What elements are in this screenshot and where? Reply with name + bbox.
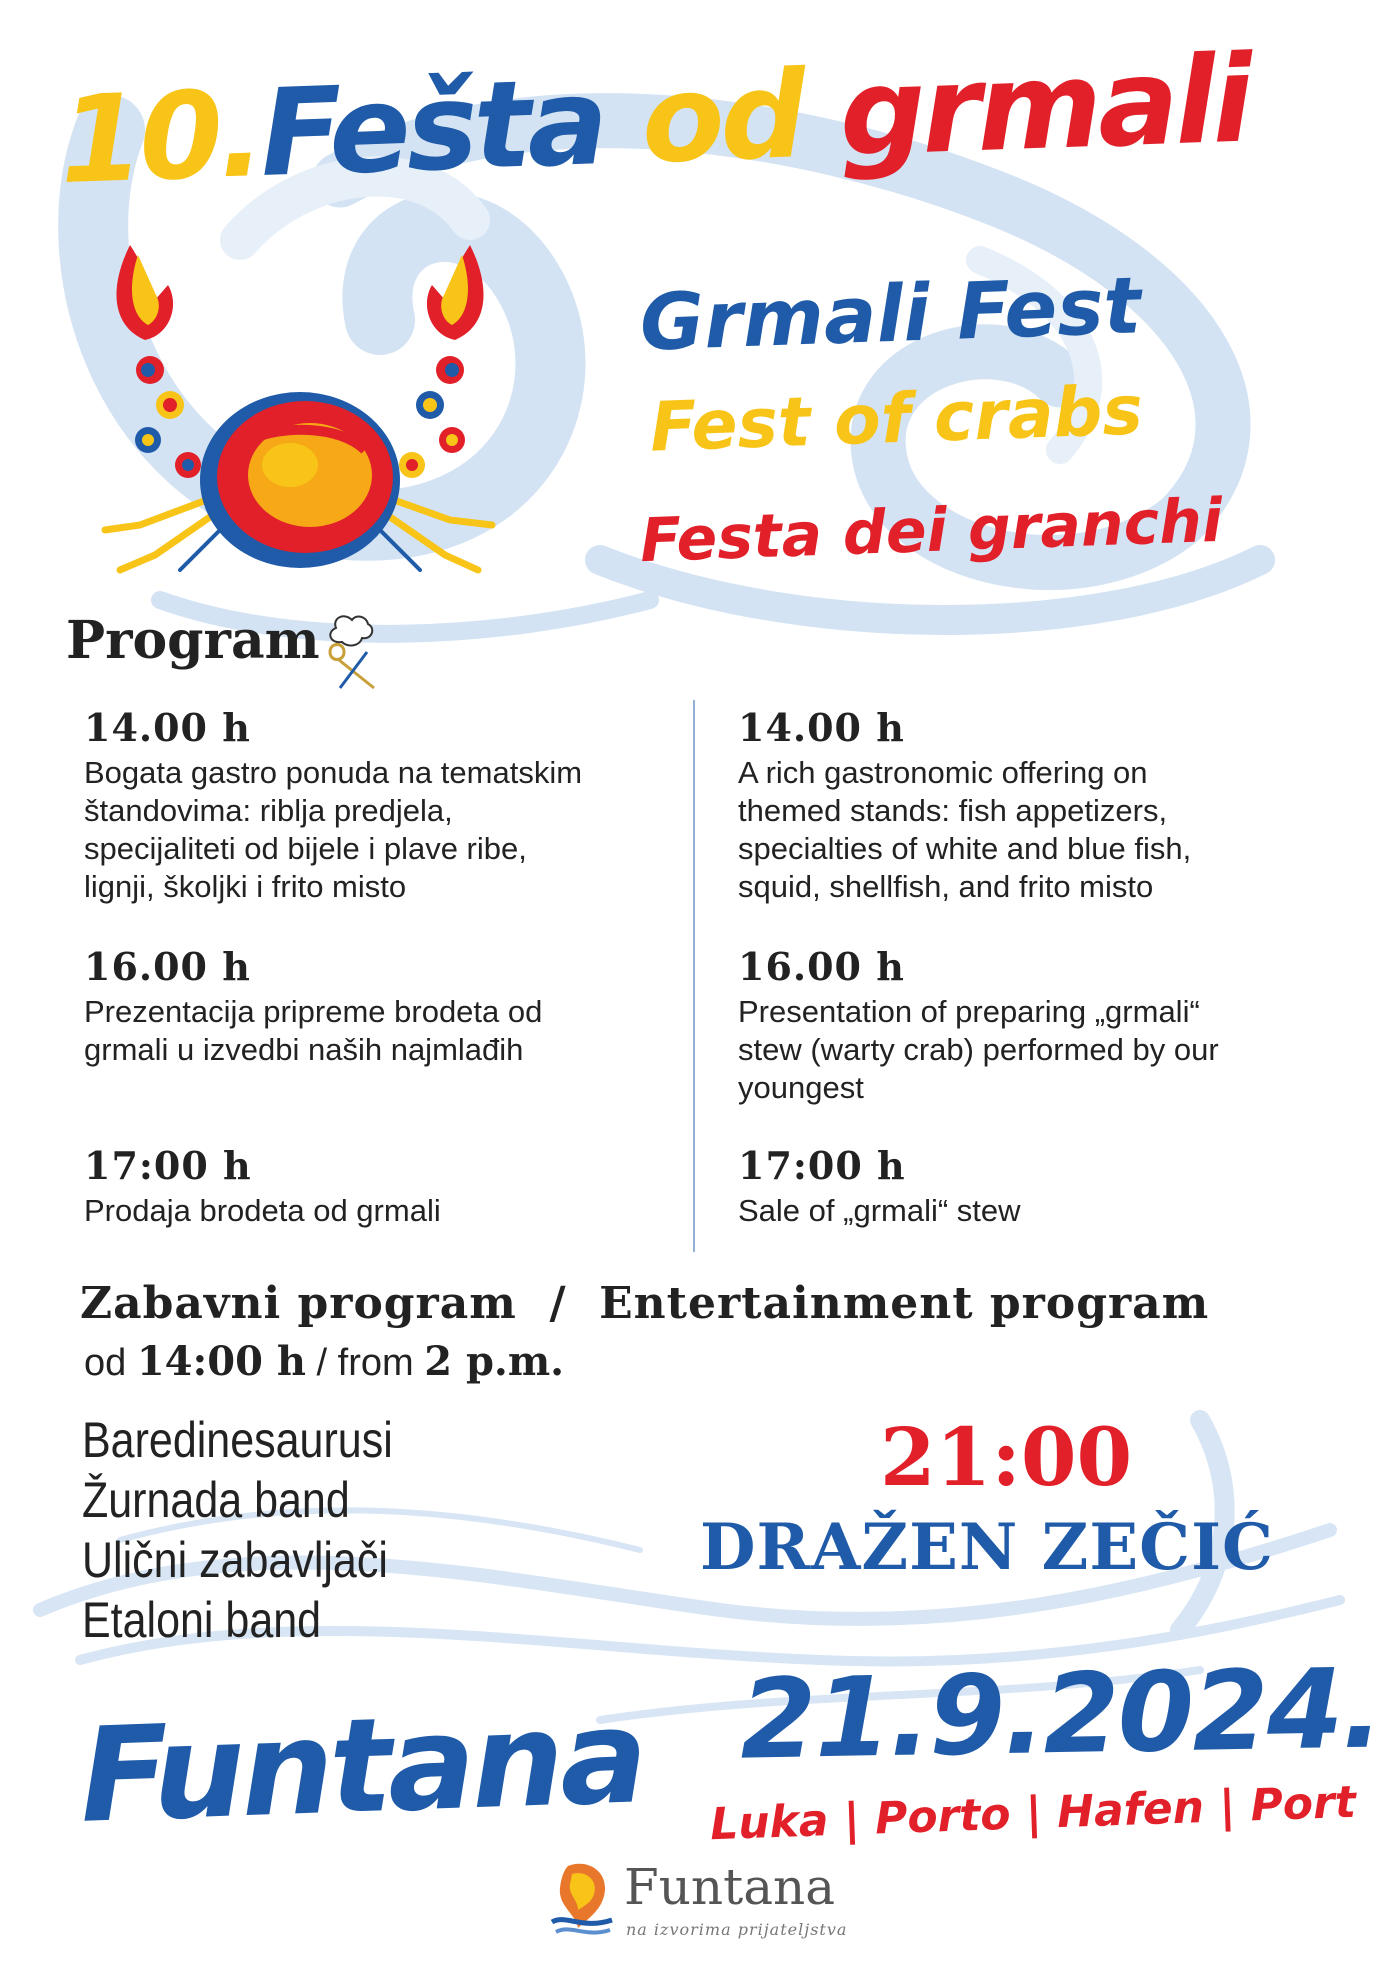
subtitle-fest-of-crabs: Fest of crabs [648, 371, 1145, 468]
entertainment-from-pm: 2 p.m. [424, 1338, 565, 1385]
crab-illustration [100, 225, 500, 590]
entertainment-from-time: 14:00 h [136, 1338, 306, 1385]
footer-place: Funtana [77, 1680, 647, 1852]
program-left-text-3 [84, 1192, 684, 1230]
program-right-text-1-line-2: themed stands: fish appetizers, [738, 793, 1168, 828]
title-number: 10. [57, 65, 263, 211]
subtitle-grmali-fest: Grmali Fest [638, 261, 1143, 369]
program-left-text-2 [84, 993, 684, 1069]
subtitle-festa-dei-granchi: Festa dei granchi [638, 485, 1224, 577]
program-right-time-1: 14.00 h [738, 705, 905, 750]
entertainment-from-prefix: od [84, 1342, 127, 1384]
program-right-text-1-line-1: A rich gastronomic offering on [738, 755, 1148, 790]
column-divider [693, 700, 695, 1252]
entertainment-heading: Zabavni program / Entertainment program [80, 1278, 1210, 1329]
program-left-text-1-line-1: Bogata gastro ponuda na tematskim [84, 755, 583, 790]
program-left-time-2: 16.00 h [84, 944, 251, 989]
footer-date: 21.9.2024. [738, 1644, 1383, 1784]
program-right-text-2-line-1: Presentation of preparing „grmali“ [738, 994, 1200, 1029]
program-right-text-3 [738, 1192, 1358, 1230]
program-left-text-1-line-4: lignji, školjki i frito misto [84, 869, 407, 904]
program-right-text-3-line-1: Sale of „grmali“ stew [738, 1193, 1021, 1228]
program-left-column [84, 705, 684, 1230]
act-item: Žurnada band [82, 1472, 350, 1528]
program-left-text-2-line-1: Prezentacija pripreme brodeta od [84, 994, 543, 1029]
headliner-time: 21:00 [880, 1410, 1133, 1504]
program-right-text-2-line-3: youngest [738, 1070, 864, 1105]
program-left-text-1 [84, 754, 684, 906]
headliner-name: DRAŽEN ZEČIĆ [700, 1510, 1274, 1585]
program-left-text-1-line-2: štandovima: riblja predjela, [84, 793, 453, 828]
footer-venue: Luka | Porto | Hafen | Port [709, 1776, 1357, 1851]
program-right-column [738, 705, 1358, 1230]
program-right-text-1-line-3: specialties of white and blue fish, [738, 831, 1192, 866]
program-heading [66, 610, 320, 671]
program-left-time-1: 14.00 h [84, 705, 251, 750]
funtana-logo-icon [548, 1858, 616, 1938]
program-left-time-3: 17:00 h [84, 1143, 252, 1188]
funtana-logo-tagline: na izvorima prijateljstva [626, 1920, 848, 1939]
program-right-text-2-line-2: stew (warty crab) performed by our [738, 1032, 1219, 1067]
program-left-text-3-line-1: Prodaja brodeta od grmali [84, 1193, 441, 1228]
act-item: Baredinesaurusi [82, 1412, 393, 1468]
program-right-text-1 [738, 754, 1358, 906]
whisk-spoon-chef-hat-icon [322, 612, 402, 692]
title-word-od: od [639, 46, 805, 191]
entertainment-time [84, 1338, 564, 1385]
program-right-time-3: 17:00 h [738, 1143, 906, 1188]
program-right-text-1-line-4: squid, shellfish, and frito misto [738, 869, 1154, 904]
act-item: Etaloni band [82, 1592, 322, 1648]
funtana-logo-name: Funtana [624, 1858, 836, 1916]
entertainment-acts [82, 1410, 393, 1650]
act-item: Ulični zabavljači [82, 1532, 388, 1588]
program-left-text-2-line-2: grmali u izvedbi naših najmlađih [84, 1032, 524, 1067]
program-left-text-1-line-3: specijaliteti od bijele i plave ribe, [84, 831, 527, 866]
title-word-festa: Fešta [258, 53, 607, 204]
entertainment-from-sep: / from [316, 1342, 414, 1384]
title-word-grmali: grmali [837, 30, 1252, 184]
program-title: Program [66, 610, 320, 671]
program-right-text-2 [738, 993, 1358, 1107]
program-right-time-2: 16.00 h [738, 944, 905, 989]
